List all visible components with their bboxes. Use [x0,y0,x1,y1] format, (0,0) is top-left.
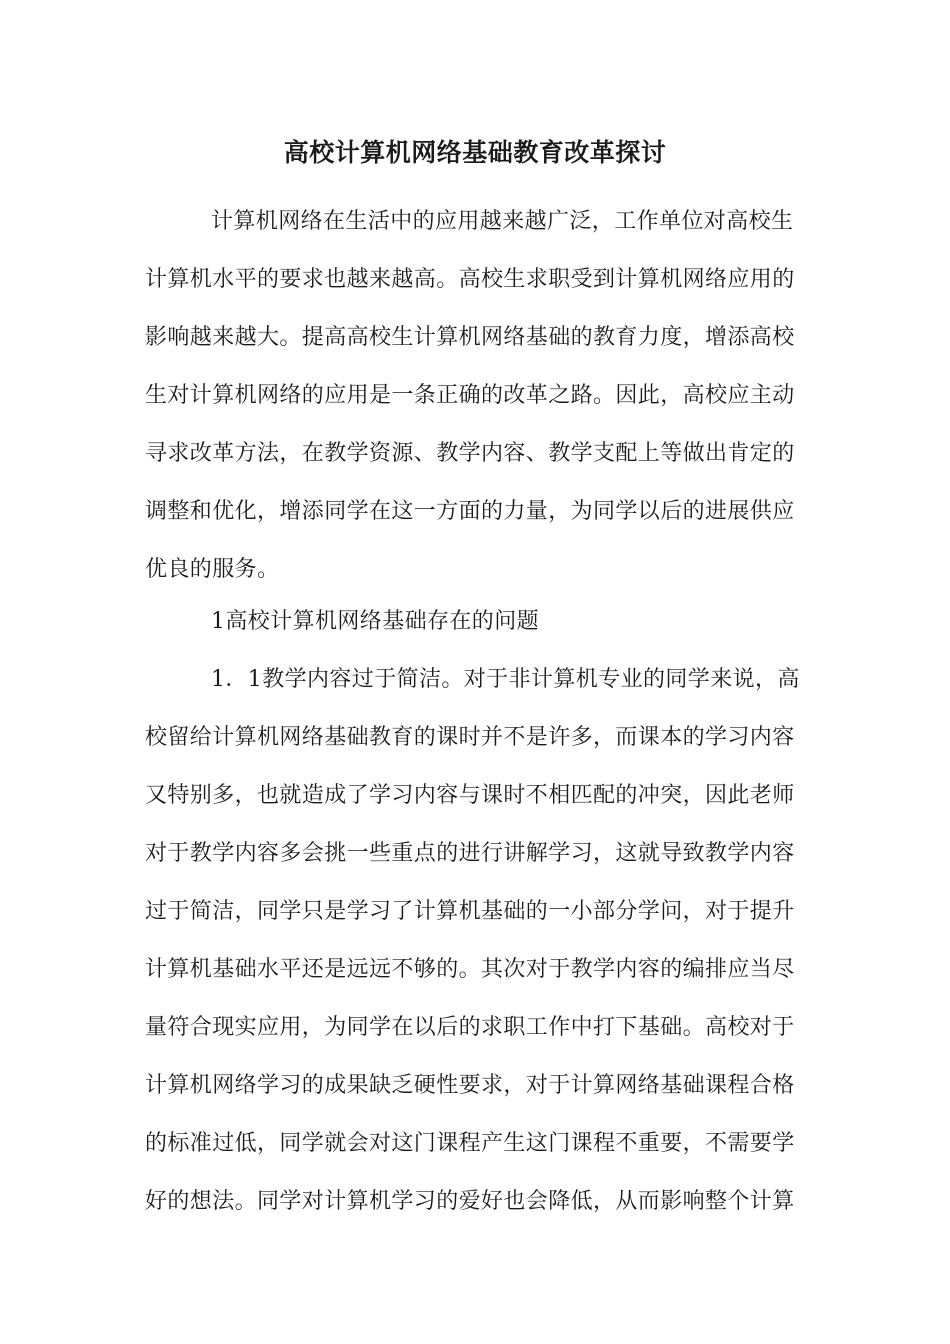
paragraph-line: 调整和优化，增添同学在这一方面的力量，为同学以后的进展供应 [145,499,795,524]
section-heading-1 [145,593,805,651]
paragraph-1-1 [145,651,805,1231]
paragraph-line: 1．1教学内容过于简洁。对于非计算机专业的同学来说，高 [211,667,800,692]
paragraph-line: 的标准过低，同学就会对这门课程产生这门课程不重要，不需要学 [145,1131,795,1156]
document-title: 高校计算机网络基础教育改革探讨 [283,138,667,167]
section-heading-text: 1高校计算机网络基础存在的问题 [211,609,539,634]
paragraph-line: 好的想法。同学对计算机学习的爱好也会降低，从而影响整个计算 [145,1189,795,1214]
paragraph-line: 生对计算机网络的应用是一条正确的改革之路。因此，高校应主动 [145,383,795,408]
paragraph-intro [145,193,805,599]
paragraph-line: 计算机网络学习的成果缺乏硬性要求，对于计算网络基础课程合格 [145,1073,795,1098]
paragraph-line: 校留给计算机网络基础教育的课时并不是许多，而课本的学习内容 [145,725,795,750]
paragraph-line: 过于简洁，同学只是学习了计算机基础的一小部分学问，对于提升 [145,899,795,924]
paragraph-line: 又特别多，也就造成了学习内容与课时不相匹配的冲突，因此老师 [145,783,795,808]
paragraph-line: 影响越来越大。提高高校生计算机网络基础的教育力度，增添高校 [145,325,795,350]
paragraph-line: 对于教学内容多会挑一些重点的进行讲解学习，这就导致教学内容 [145,841,795,866]
paragraph-line: 优良的服务。 [145,557,280,582]
paragraph-line: 计算机水平的要求也越来越高。高校生求职受到计算机网络应用的 [145,267,795,292]
paragraph-line: 计算机基础水平还是远远不够的。其次对于教学内容的编排应当尽 [145,957,795,982]
paragraph-line: 寻求改革方法，在教学资源、教学内容、教学支配上等做出肯定的 [145,441,795,466]
paragraph-line: 计算机网络在生活中的应用越来越广泛，工作单位对高校生 [211,209,794,234]
paragraph-line: 量符合现实应用，为同学在以后的求职工作中打下基础。高校对于 [145,1015,795,1040]
